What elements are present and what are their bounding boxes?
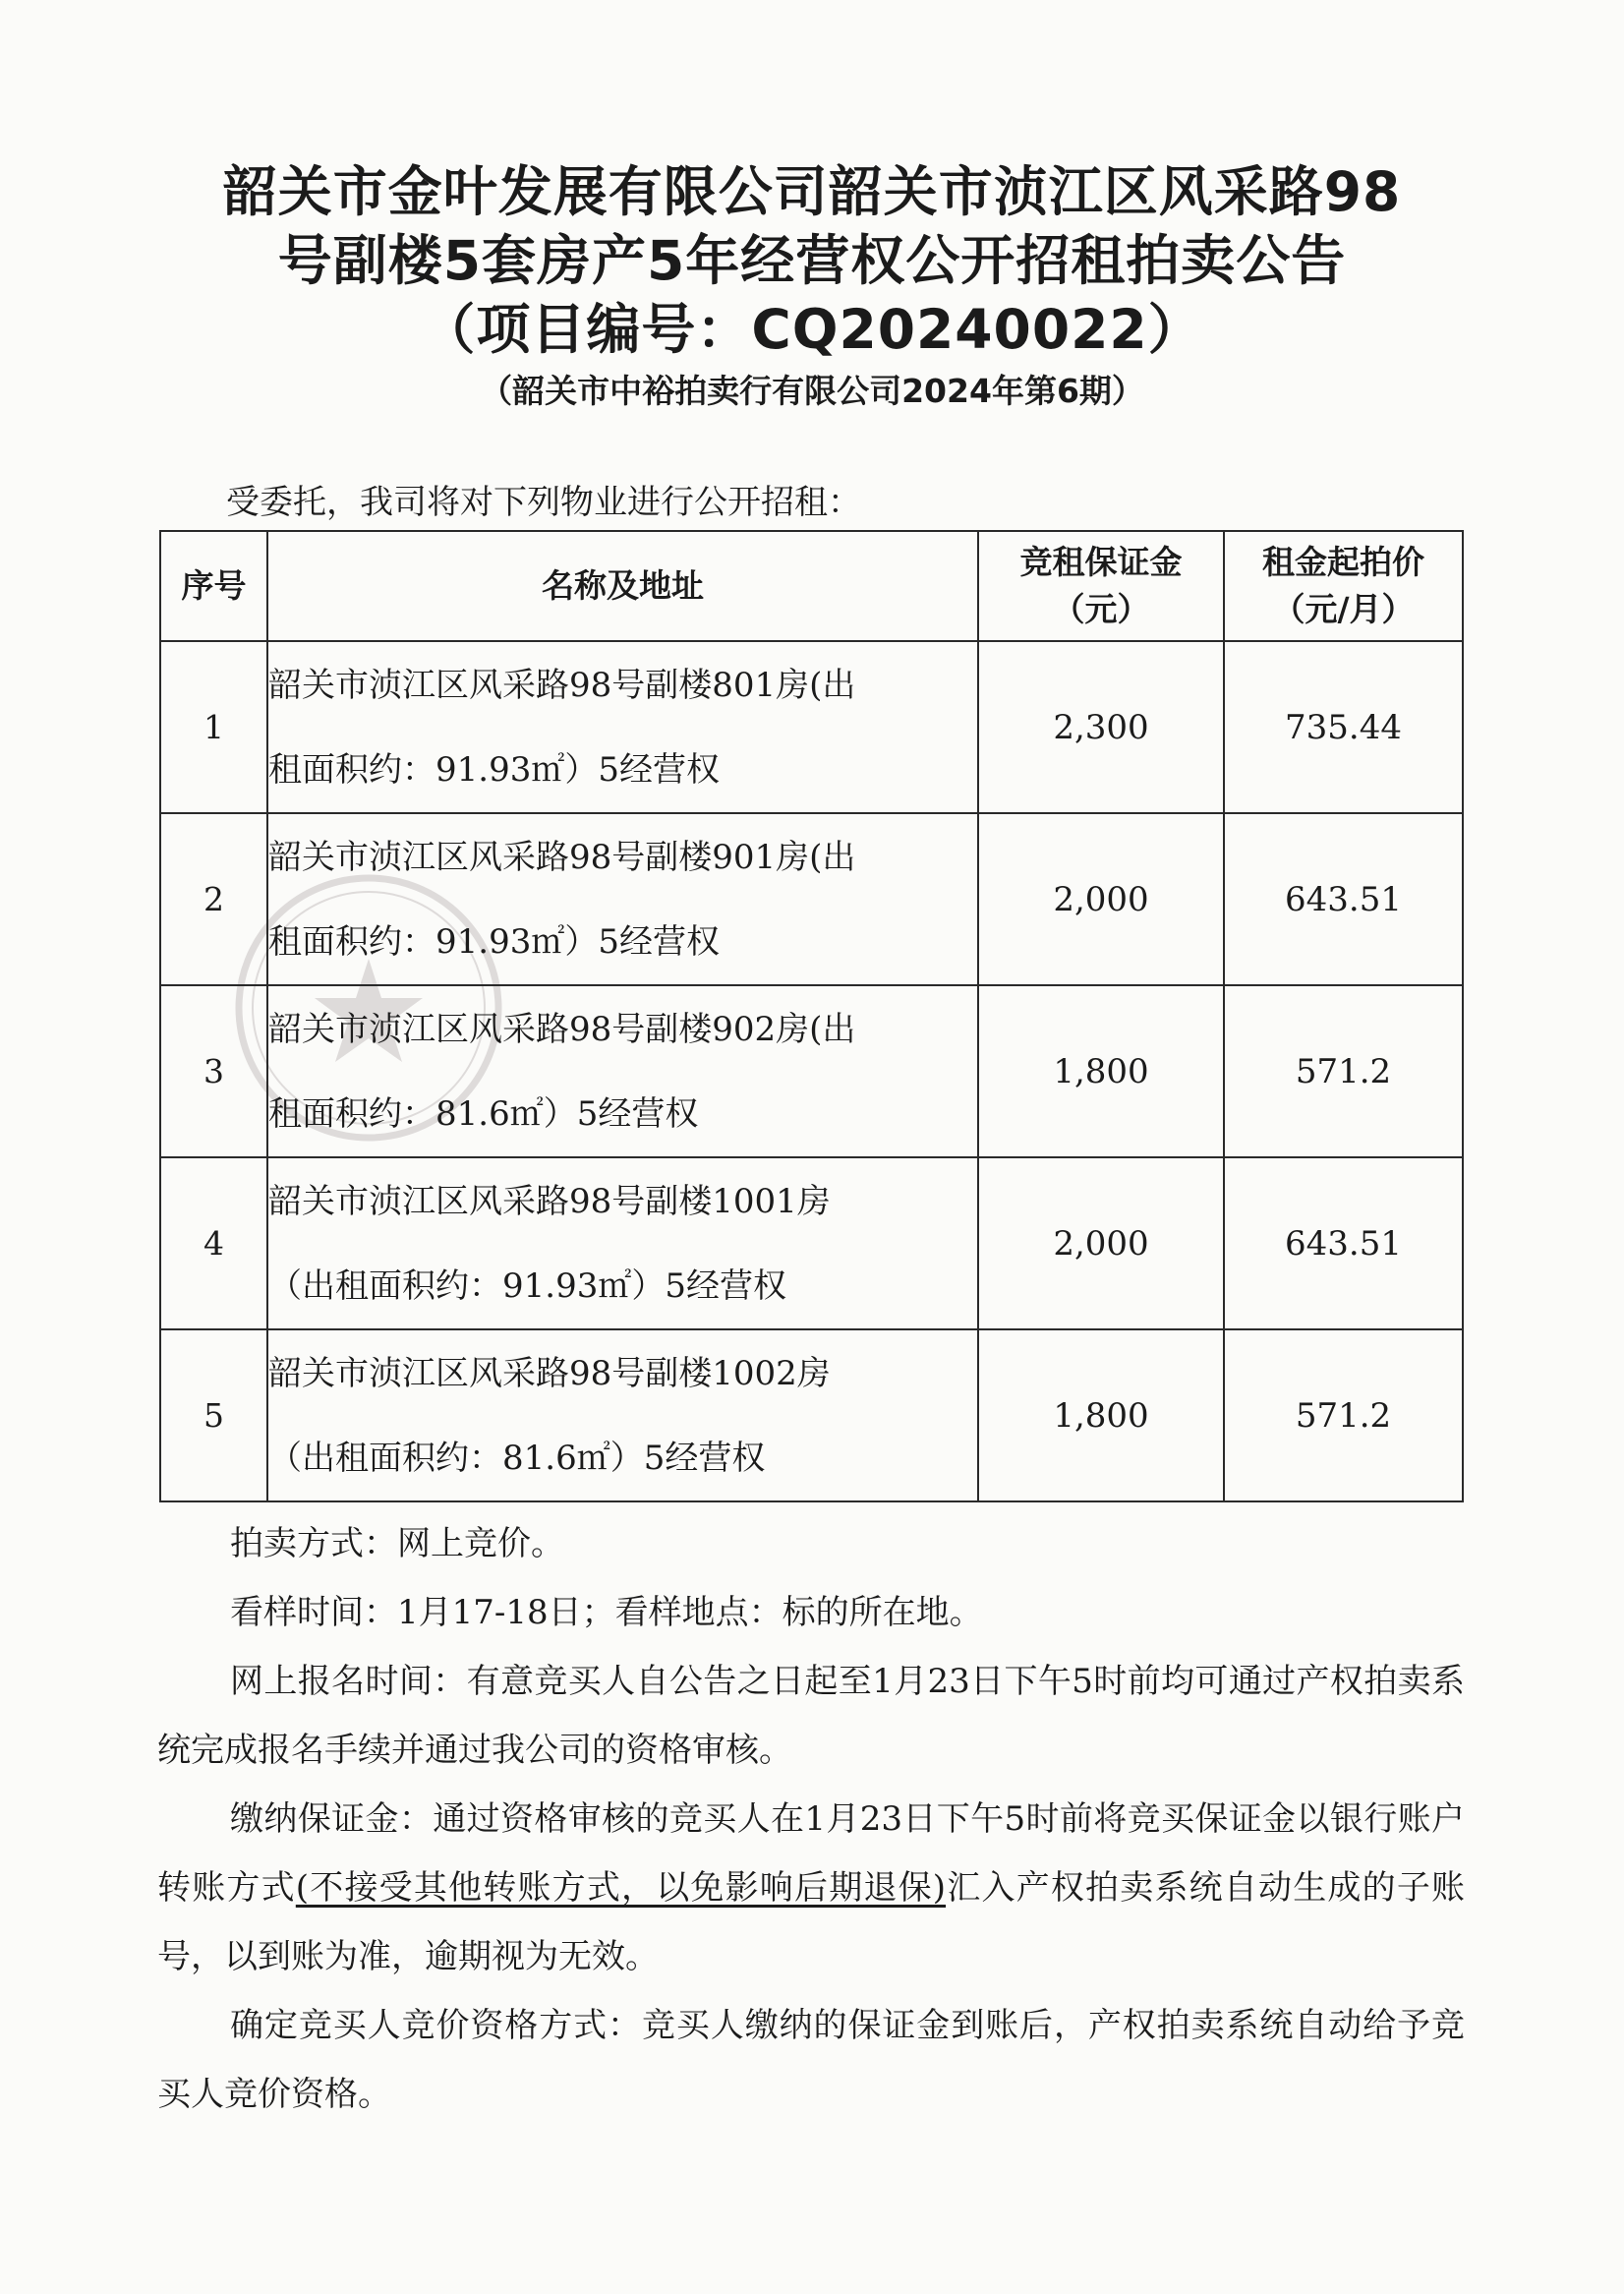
row-name — [267, 1157, 978, 1329]
row-name-line2: 租面积约：91.93㎡）5经营权 — [268, 921, 720, 962]
row-name-line1: 韶关市浈江区风采路98号副楼901房(出 — [268, 837, 856, 877]
row-name — [267, 813, 978, 985]
row-rent: 571.2 — [1224, 985, 1463, 1157]
title-line-3: （项目编号：CQ20240022） — [421, 298, 1203, 361]
row-name-line2: （出租面积约：91.93㎡）5经营权 — [268, 1265, 786, 1306]
document-subtitle: （韶关市中裕拍卖行有限公司2024年第6期） — [480, 372, 1144, 410]
row-no: 2 — [160, 813, 267, 985]
table-row — [160, 1329, 1463, 1501]
table-row — [160, 641, 1463, 813]
table-row — [160, 985, 1463, 1157]
row-rent: 643.51 — [1224, 1157, 1463, 1329]
title-line-1: 韶关市金叶发展有限公司韶关市浈江区风采路98 — [222, 160, 1402, 223]
deposit-text-a: 缴纳保证金：通过资格审核的竞买人在1月23日下午5时前将竞买保证金以银行账户转账方式 — [157, 1799, 1465, 1908]
row-name-line2: （出租面积约：81.6㎡）5经营权 — [268, 1438, 766, 1478]
header-no: 序号 — [160, 531, 267, 641]
table-row — [160, 813, 1463, 985]
header-deposit — [978, 531, 1224, 641]
deposit-paragraph — [157, 1785, 1465, 1991]
header-name: 名称及地址 — [267, 531, 978, 641]
row-deposit: 1,800 — [978, 985, 1224, 1157]
row-no: 4 — [160, 1157, 267, 1329]
deposit-text-c: 汇入产权拍卖系统自动生成的子账号，以到账为准，逾期视为无效。 — [157, 1868, 1466, 1976]
row-name-line1: 韶关市浈江区风采路98号副楼902房(出 — [268, 1009, 856, 1049]
table-header-row — [160, 531, 1463, 641]
registration-paragraph: 网上报名时间：有意竞买人自公告之日起至1月23日下午5时前均可通过产权拍卖系统完成报名手续并通过我公司的资格审核。 — [157, 1662, 1465, 1770]
viewing-paragraph: 看样时间：1月17-18日；看样地点：标的所在地。 — [230, 1593, 983, 1632]
row-deposit: 1,800 — [978, 1329, 1224, 1501]
document-title — [128, 157, 1496, 364]
qualification-paragraph: 确定竞买人竞价资格方式：竞买人缴纳的保证金到账后，产权拍卖系统自动给予竞买人竞价资格。 — [157, 2006, 1465, 2114]
row-rent: 735.44 — [1224, 641, 1463, 813]
header-rent-line1: 租金起拍价 — [1262, 543, 1424, 581]
title-line-2: 号副楼5套房产5年经营权公开招租拍卖公告 — [277, 229, 1347, 292]
row-no: 1 — [160, 641, 267, 813]
intro-text: 受委托，我司将对下列物业进行公开招租： — [226, 483, 861, 522]
row-deposit: 2,000 — [978, 813, 1224, 985]
header-rent-line2: （元/月） — [1272, 590, 1415, 628]
row-name — [267, 1329, 978, 1501]
row-name-line1: 韶关市浈江区风采路98号副楼801房(出 — [268, 665, 856, 705]
row-name-line1: 韶关市浈江区风采路98号副楼1001房 — [268, 1181, 831, 1221]
row-rent: 643.51 — [1224, 813, 1463, 985]
auction-method-paragraph: 拍卖方式：网上竞价。 — [230, 1524, 564, 1563]
row-name-line2: 租面积约：91.93㎡）5经营权 — [268, 749, 720, 790]
row-deposit: 2,000 — [978, 1157, 1224, 1329]
deposit-underlined-note: (不接受其他转账方式，以免影响后期退保) — [295, 1868, 947, 1908]
row-no: 5 — [160, 1329, 267, 1501]
property-table — [159, 530, 1464, 1502]
header-rent — [1224, 531, 1463, 641]
table-row — [160, 1157, 1463, 1329]
header-deposit-line1: 竞租保证金 — [1019, 543, 1183, 581]
row-deposit: 2,300 — [978, 641, 1224, 813]
row-rent: 571.2 — [1224, 1329, 1463, 1501]
row-name-line1: 韶关市浈江区风采路98号副楼1002房 — [268, 1353, 831, 1393]
header-deposit-line2: （元） — [1052, 590, 1150, 628]
row-name — [267, 641, 978, 813]
row-name — [267, 985, 978, 1157]
row-name-line2: 租面积约：81.6㎡）5经营权 — [268, 1093, 699, 1134]
row-no: 3 — [160, 985, 267, 1157]
